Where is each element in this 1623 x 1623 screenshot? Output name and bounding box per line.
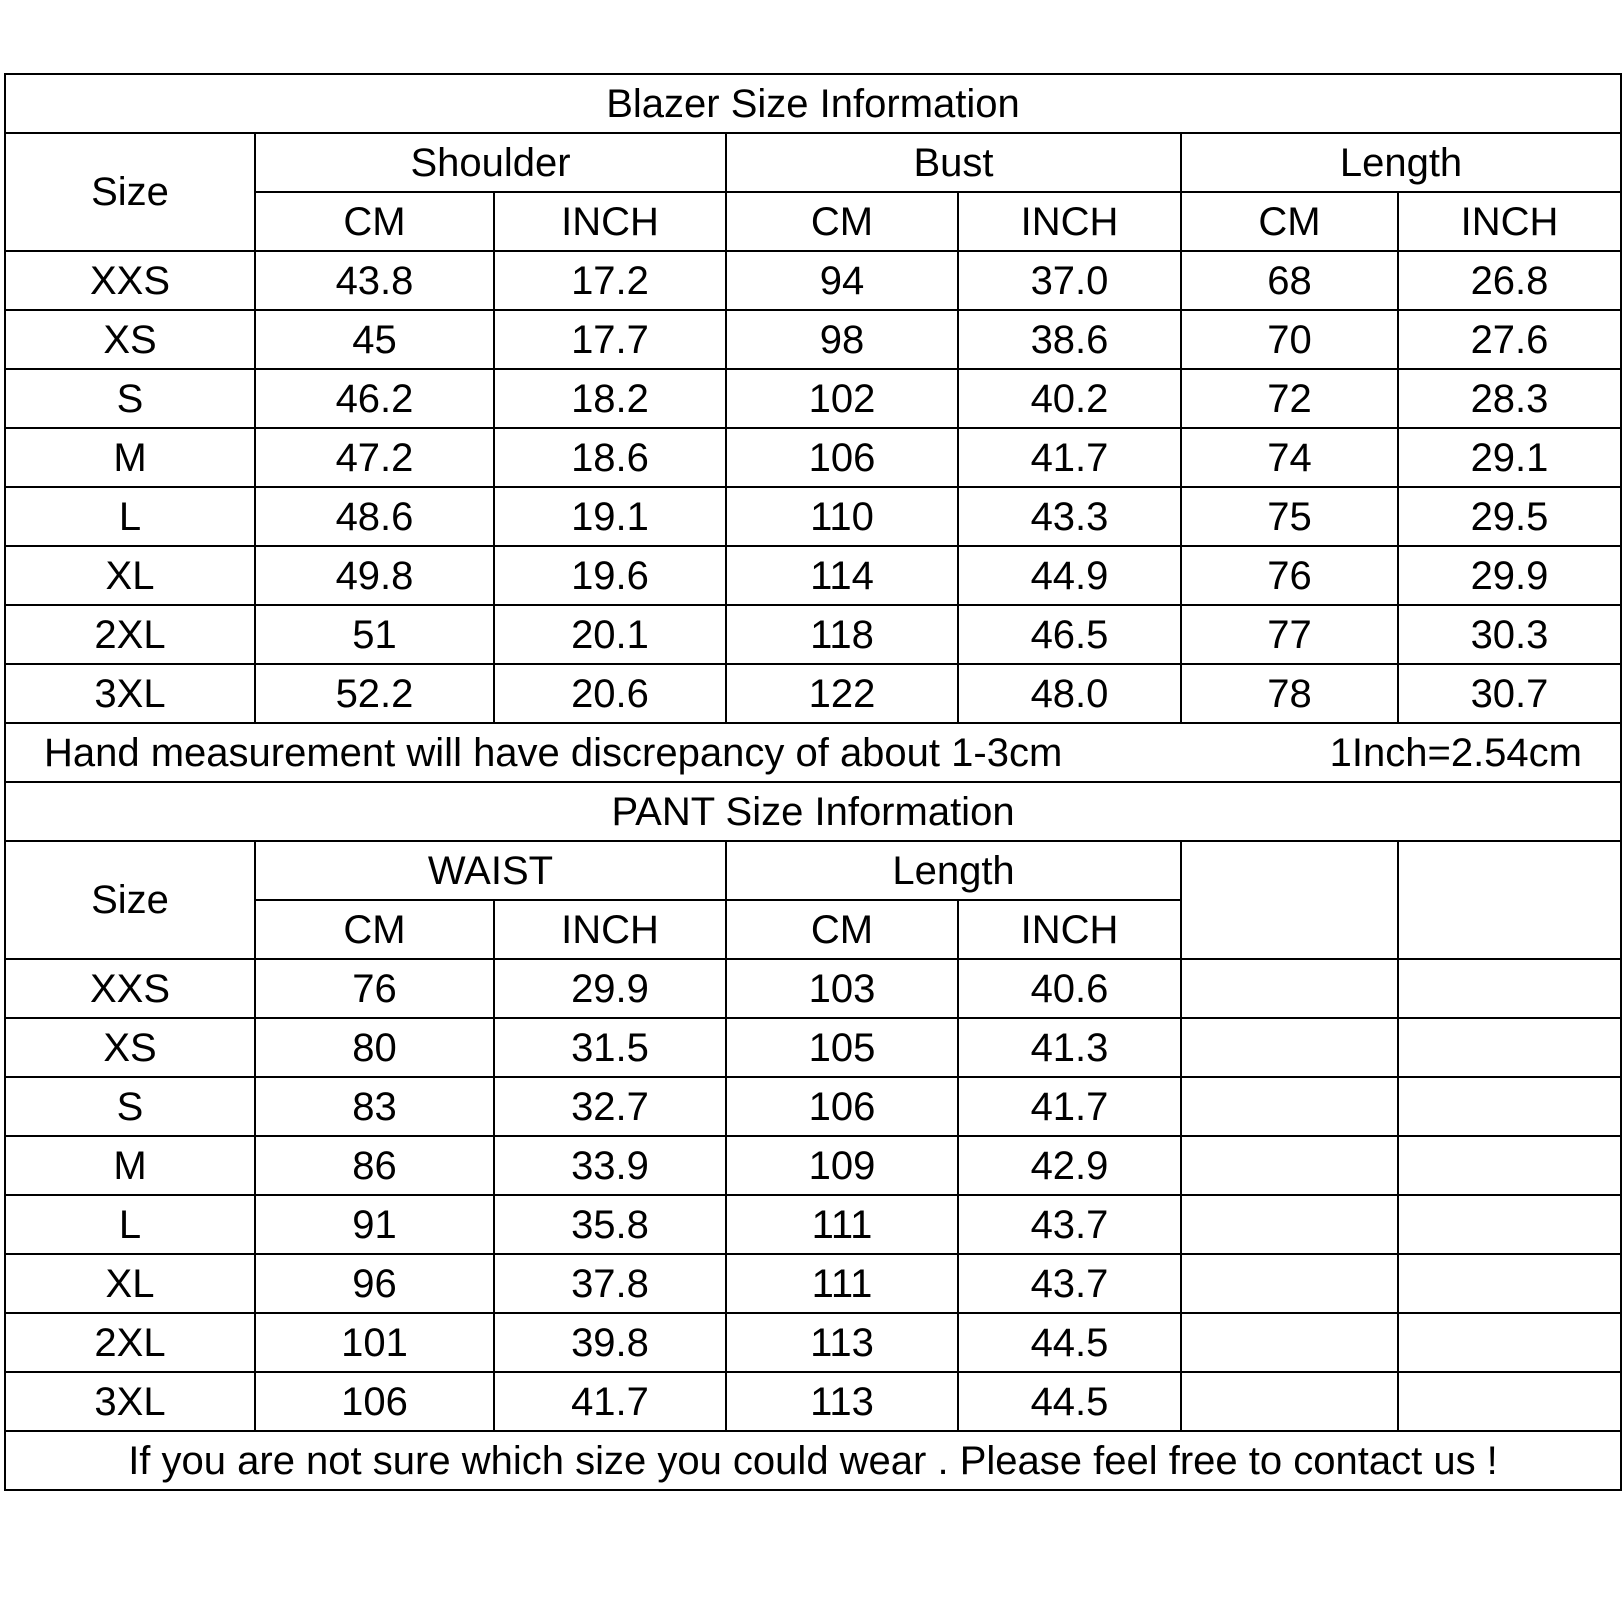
blazer-value-cell: 46.2 bbox=[255, 369, 494, 428]
blazer-group-header-length: Length bbox=[1181, 133, 1621, 192]
pant-empty-cell bbox=[1398, 841, 1621, 959]
pant-empty-cell bbox=[1181, 959, 1398, 1018]
blazer-size-cell: XS bbox=[5, 310, 255, 369]
blazer-value-cell: 26.8 bbox=[1398, 251, 1621, 310]
blazer-data-row bbox=[5, 310, 1621, 369]
footer-row bbox=[5, 1431, 1621, 1490]
blazer-group-header-bust: Bust bbox=[726, 133, 1181, 192]
pant-size-cell: XL bbox=[5, 1254, 255, 1313]
pant-size-cell: XXS bbox=[5, 959, 255, 1018]
blazer-value-cell: 94 bbox=[726, 251, 958, 310]
pant-unit-header: INCH bbox=[494, 900, 726, 959]
pant-title: PANT Size Information bbox=[5, 782, 1621, 841]
blazer-value-cell: 30.7 bbox=[1398, 664, 1621, 723]
pant-value-cell: 83 bbox=[255, 1077, 494, 1136]
pant-value-cell: 44.5 bbox=[958, 1372, 1181, 1431]
blazer-value-cell: 17.2 bbox=[494, 251, 726, 310]
blazer-title-row bbox=[5, 74, 1621, 133]
blazer-title: Blazer Size Information bbox=[5, 74, 1621, 133]
pant-title-row bbox=[5, 782, 1621, 841]
blazer-data-row bbox=[5, 487, 1621, 546]
blazer-value-cell: 51 bbox=[255, 605, 494, 664]
blazer-value-cell: 118 bbox=[726, 605, 958, 664]
blazer-size-cell: S bbox=[5, 369, 255, 428]
pant-group-header-waist: WAIST bbox=[255, 841, 726, 900]
pant-empty-cell bbox=[1181, 1313, 1398, 1372]
blazer-value-cell: 46.5 bbox=[958, 605, 1181, 664]
pant-value-cell: 103 bbox=[726, 959, 958, 1018]
blazer-value-cell: 48.0 bbox=[958, 664, 1181, 723]
pant-size-cell: S bbox=[5, 1077, 255, 1136]
pant-size-cell: 2XL bbox=[5, 1313, 255, 1372]
pant-size-cell: 3XL bbox=[5, 1372, 255, 1431]
pant-group-header-row bbox=[5, 841, 1621, 900]
pant-value-cell: 109 bbox=[726, 1136, 958, 1195]
pant-data-row bbox=[5, 1313, 1621, 1372]
blazer-value-cell: 28.3 bbox=[1398, 369, 1621, 428]
pant-data-row bbox=[5, 1018, 1621, 1077]
pant-value-cell: 39.8 bbox=[494, 1313, 726, 1372]
pant-empty-cell bbox=[1181, 1372, 1398, 1431]
blazer-data-row bbox=[5, 546, 1621, 605]
blazer-data-row bbox=[5, 251, 1621, 310]
blazer-size-header: Size bbox=[5, 133, 255, 251]
blazer-value-cell: 114 bbox=[726, 546, 958, 605]
blazer-size-cell: L bbox=[5, 487, 255, 546]
blazer-value-cell: 29.5 bbox=[1398, 487, 1621, 546]
pant-value-cell: 43.7 bbox=[958, 1254, 1181, 1313]
blazer-size-cell: 2XL bbox=[5, 605, 255, 664]
pant-group-header-length: Length bbox=[726, 841, 1181, 900]
pant-value-cell: 86 bbox=[255, 1136, 494, 1195]
blazer-value-cell: 18.6 bbox=[494, 428, 726, 487]
pant-unit-header: INCH bbox=[958, 900, 1181, 959]
blazer-data-row bbox=[5, 664, 1621, 723]
measurement-note: Hand measurement will have discrepancy of about 1-3cm bbox=[44, 730, 1063, 775]
conversion-note: 1Inch=2.54cm bbox=[1329, 730, 1582, 775]
blazer-unit-header: INCH bbox=[494, 192, 726, 251]
blazer-value-cell: 68 bbox=[1181, 251, 1398, 310]
blazer-group-header-row bbox=[5, 133, 1621, 192]
blazer-value-cell: 102 bbox=[726, 369, 958, 428]
pant-empty-cell bbox=[1398, 1018, 1621, 1077]
pant-data-row bbox=[5, 1372, 1621, 1431]
pant-value-cell: 41.3 bbox=[958, 1018, 1181, 1077]
blazer-unit-header: INCH bbox=[958, 192, 1181, 251]
pant-value-cell: 43.7 bbox=[958, 1195, 1181, 1254]
pant-value-cell: 29.9 bbox=[494, 959, 726, 1018]
blazer-value-cell: 19.6 bbox=[494, 546, 726, 605]
blazer-value-cell: 29.1 bbox=[1398, 428, 1621, 487]
blazer-value-cell: 18.2 bbox=[494, 369, 726, 428]
pant-value-cell: 33.9 bbox=[494, 1136, 726, 1195]
pant-value-cell: 105 bbox=[726, 1018, 958, 1077]
blazer-unit-header: CM bbox=[255, 192, 494, 251]
pant-data-row bbox=[5, 959, 1621, 1018]
blazer-value-cell: 41.7 bbox=[958, 428, 1181, 487]
pant-value-cell: 80 bbox=[255, 1018, 494, 1077]
pant-value-cell: 106 bbox=[726, 1077, 958, 1136]
pant-value-cell: 44.5 bbox=[958, 1313, 1181, 1372]
pant-value-cell: 113 bbox=[726, 1372, 958, 1431]
footer-note: If you are not sure which size you could wear . Please feel free to contact us ! bbox=[128, 1438, 1498, 1483]
pant-empty-cell bbox=[1398, 959, 1621, 1018]
blazer-value-cell: 52.2 bbox=[255, 664, 494, 723]
blazer-value-cell: 98 bbox=[726, 310, 958, 369]
pant-empty-cell bbox=[1181, 841, 1398, 959]
pant-empty-cell bbox=[1181, 1077, 1398, 1136]
pant-unit-header: CM bbox=[255, 900, 494, 959]
blazer-unit-header: CM bbox=[1181, 192, 1398, 251]
blazer-value-cell: 70 bbox=[1181, 310, 1398, 369]
pant-empty-cell bbox=[1398, 1136, 1621, 1195]
blazer-value-cell: 122 bbox=[726, 664, 958, 723]
pant-data-row bbox=[5, 1254, 1621, 1313]
blazer-value-cell: 40.2 bbox=[958, 369, 1181, 428]
blazer-value-cell: 20.1 bbox=[494, 605, 726, 664]
blazer-group-header-shoulder: Shoulder bbox=[255, 133, 726, 192]
size-chart-table bbox=[4, 73, 1622, 1491]
pant-empty-cell bbox=[1181, 1018, 1398, 1077]
blazer-value-cell: 29.9 bbox=[1398, 546, 1621, 605]
pant-empty-cell bbox=[1398, 1077, 1621, 1136]
blazer-value-cell: 77 bbox=[1181, 605, 1398, 664]
pant-size-cell: M bbox=[5, 1136, 255, 1195]
pant-value-cell: 111 bbox=[726, 1195, 958, 1254]
pant-value-cell: 31.5 bbox=[494, 1018, 726, 1077]
pant-value-cell: 111 bbox=[726, 1254, 958, 1313]
size-chart-body bbox=[5, 74, 1621, 1490]
blazer-value-cell: 106 bbox=[726, 428, 958, 487]
blazer-size-cell: M bbox=[5, 428, 255, 487]
blazer-value-cell: 110 bbox=[726, 487, 958, 546]
measurement-note-cell bbox=[5, 723, 1621, 782]
blazer-value-cell: 43.3 bbox=[958, 487, 1181, 546]
pant-data-row bbox=[5, 1077, 1621, 1136]
pant-unit-header: CM bbox=[726, 900, 958, 959]
blazer-unit-header: CM bbox=[726, 192, 958, 251]
blazer-value-cell: 27.6 bbox=[1398, 310, 1621, 369]
blazer-size-cell: 3XL bbox=[5, 664, 255, 723]
pant-value-cell: 41.7 bbox=[958, 1077, 1181, 1136]
pant-empty-cell bbox=[1398, 1195, 1621, 1254]
blazer-data-row bbox=[5, 428, 1621, 487]
blazer-size-cell: XL bbox=[5, 546, 255, 605]
pant-value-cell: 101 bbox=[255, 1313, 494, 1372]
blazer-data-row bbox=[5, 369, 1621, 428]
pant-empty-cell bbox=[1181, 1254, 1398, 1313]
blazer-value-cell: 44.9 bbox=[958, 546, 1181, 605]
pant-value-cell: 106 bbox=[255, 1372, 494, 1431]
pant-empty-cell bbox=[1398, 1254, 1621, 1313]
blazer-value-cell: 49.8 bbox=[255, 546, 494, 605]
blazer-value-cell: 47.2 bbox=[255, 428, 494, 487]
pant-empty-cell bbox=[1398, 1372, 1621, 1431]
blazer-value-cell: 30.3 bbox=[1398, 605, 1621, 664]
blazer-value-cell: 38.6 bbox=[958, 310, 1181, 369]
pant-value-cell: 76 bbox=[255, 959, 494, 1018]
blazer-value-cell: 76 bbox=[1181, 546, 1398, 605]
pant-empty-cell bbox=[1181, 1136, 1398, 1195]
pant-size-cell: XS bbox=[5, 1018, 255, 1077]
pant-size-header: Size bbox=[5, 841, 255, 959]
pant-value-cell: 42.9 bbox=[958, 1136, 1181, 1195]
blazer-size-cell: XXS bbox=[5, 251, 255, 310]
pant-value-cell: 40.6 bbox=[958, 959, 1181, 1018]
pant-data-row bbox=[5, 1195, 1621, 1254]
footer-cell bbox=[5, 1431, 1621, 1490]
pant-data-row bbox=[5, 1136, 1621, 1195]
pant-empty-cell bbox=[1181, 1195, 1398, 1254]
pant-empty-cell bbox=[1398, 1313, 1621, 1372]
blazer-value-cell: 19.1 bbox=[494, 487, 726, 546]
blazer-value-cell: 74 bbox=[1181, 428, 1398, 487]
blazer-value-cell: 17.7 bbox=[494, 310, 726, 369]
blazer-value-cell: 20.6 bbox=[494, 664, 726, 723]
blazer-data-row bbox=[5, 605, 1621, 664]
blazer-value-cell: 72 bbox=[1181, 369, 1398, 428]
blazer-value-cell: 75 bbox=[1181, 487, 1398, 546]
measurement-note-row bbox=[5, 723, 1621, 782]
pant-value-cell: 35.8 bbox=[494, 1195, 726, 1254]
pant-value-cell: 96 bbox=[255, 1254, 494, 1313]
pant-value-cell: 41.7 bbox=[494, 1372, 726, 1431]
blazer-value-cell: 48.6 bbox=[255, 487, 494, 546]
pant-value-cell: 113 bbox=[726, 1313, 958, 1372]
blazer-value-cell: 45 bbox=[255, 310, 494, 369]
blazer-value-cell: 37.0 bbox=[958, 251, 1181, 310]
blazer-value-cell: 43.8 bbox=[255, 251, 494, 310]
blazer-unit-header: INCH bbox=[1398, 192, 1621, 251]
blazer-value-cell: 78 bbox=[1181, 664, 1398, 723]
pant-size-cell: L bbox=[5, 1195, 255, 1254]
pant-value-cell: 32.7 bbox=[494, 1077, 726, 1136]
pant-value-cell: 91 bbox=[255, 1195, 494, 1254]
pant-value-cell: 37.8 bbox=[494, 1254, 726, 1313]
